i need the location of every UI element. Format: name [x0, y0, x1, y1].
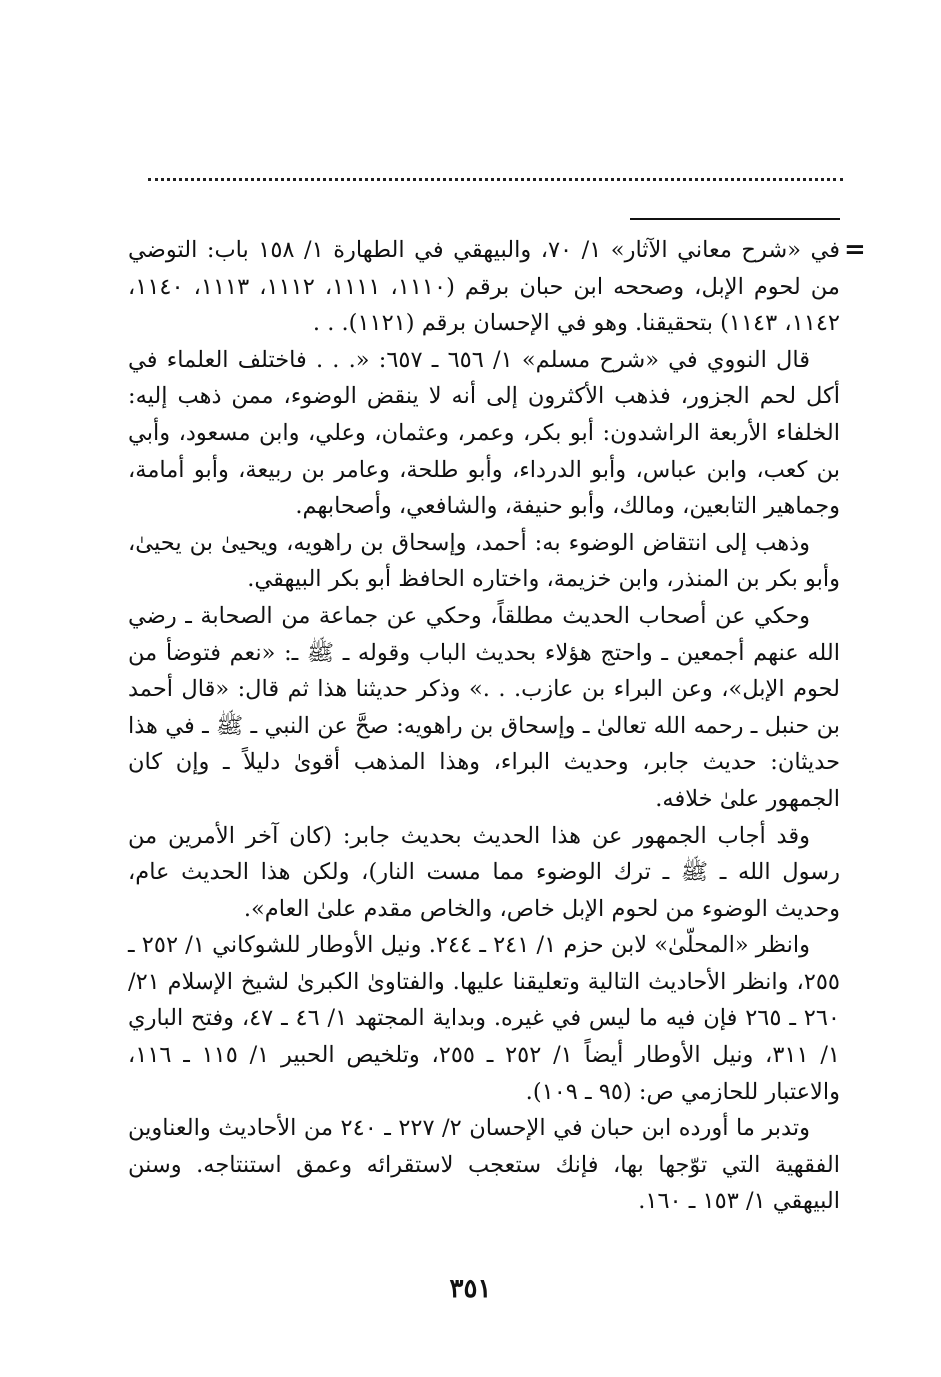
page-number: ٣٥١ [449, 1274, 492, 1304]
footnote-paragraph-5: وقد أجاب الجمهور عن هذا الحديث بحديث جابر: (كان آخر الأمرين من رسول الله ـ ﷺ ـ ترك الوضوء مما مست النار)، ولكن هذا الحديث عام، وحديث الوضوء من لحوم الإبل خاص، والخاص مقدم علىٰ العام». [128, 822, 840, 922]
continuation-marker: = [844, 235, 866, 265]
footnote-paragraph-4: وحكي عن أصحاب الحديث مطلقاً، وحكي عن جماعة من الصحابة ـ رضي الله عنهم أجمعين ـ واحتج هؤلاء بحديث الباب وقوله ـ ﷺ ـ: «نعم فتوضأ من لحوم الإبل»، وعن البراء بن عازب. . .» وذكر حديثنا هذا ثم قال: «قال أحمد بن حنبل ـ رحمه الله تعالىٰ ـ وإسحاق بن راهويه: صحَّ عن النبي ـ ﷺ ـ في هذا حديثان: حديث جابر، وحديث البراء، وهذا المذهب أقوىٰ دليلاً ـ وإن كان الجمهور علىٰ خلافه. [128, 602, 840, 812]
footnote-rule [630, 218, 840, 220]
footnote-paragraph-3: وذهب إلى انتقاض الوضوء به: أحمد، وإسحاق بن راهويه، ويحيىٰ بن يحيىٰ، وأبو بكر بن المنذر، وابن خزيمة، واختاره الحافظ أبو بكر البيهقي. [128, 529, 840, 593]
footnote-paragraph-2: قال النووي في «شرح مسلم» ١/ ٦٥٦ ـ ٦٥٧: «. . . فاختلف العلماء في أكل لحم الجزور، فذهب الأكثرون إلى أنه لا ينقض الوضوء، ممن ذهب إليه: الخلفاء الأربعة الراشدون: أبو بكر، وعمر، وعثمان، وعلي، وابن مسعود، وأبي بن كعب، وابن عباس، وأبو الدرداء، وأبو طلحة، وعامر بن ربيعة، وأبو أمامة، وجماهير التابعين، ومالك، وأبو حنيفة، والشافعي، وأصحابهم. [128, 346, 840, 520]
dotted-separator [148, 178, 843, 196]
footnote-paragraph-1: في «شرح معاني الآثار» ١/ ٧٠، والبيهقي في الطهارة ١/ ١٥٨ باب: التوضي من لحوم الإبل، وصححه ابن حبان برقم (١١١٠، ١١١١، ١١١٢، ١١١٣، ١١٤٠، ١١٤٢، ١١٤٣) بتحقيقنا. وهو في الإحسان برقم (١١٢١). . . [128, 237, 840, 337]
footnote-paragraph-6: وانظر «المحلّىٰ» لابن حزم ١/ ٢٤١ ـ ٢٤٤. ونيل الأوطار للشوكاني ١/ ٢٥٢ ـ ٢٥٥، وانظر الأحاديث التالية وتعليقنا عليها. والفتاوىٰ الكبرىٰ لشيخ الإسلام ٢١/ ٢٦٠ ـ ٢٦٥ فإن فيه ما ليس في غيره. وبداية المجتهد ١/ ٤٦ ـ ٤٧، وفتح الباري ١/ ٣١١، ونيل الأوطار أيضاً ١/ ٢٥٢ ـ ٢٥٥، وتلخيص الحبير ١/ ١١٥ ـ ١١٦، والاعتبار للحازمي ص: (٩٥ ـ ١٠٩). [128, 932, 841, 1105]
footnote-paragraph-7: وتدبر ما أورده ابن حبان في الإحسان ٢/ ٢٢٧ ـ ٢٤٠ من الأحاديث والعناوين الفقهية التي توّجها بها، فإنك ستعجب لاستقرائه وعمق استنتاجه. وسنن البيهقي ١/ ١٥٣ ـ ١٦٠. [128, 1115, 840, 1215]
footnote-text-block [128, 232, 840, 1220]
